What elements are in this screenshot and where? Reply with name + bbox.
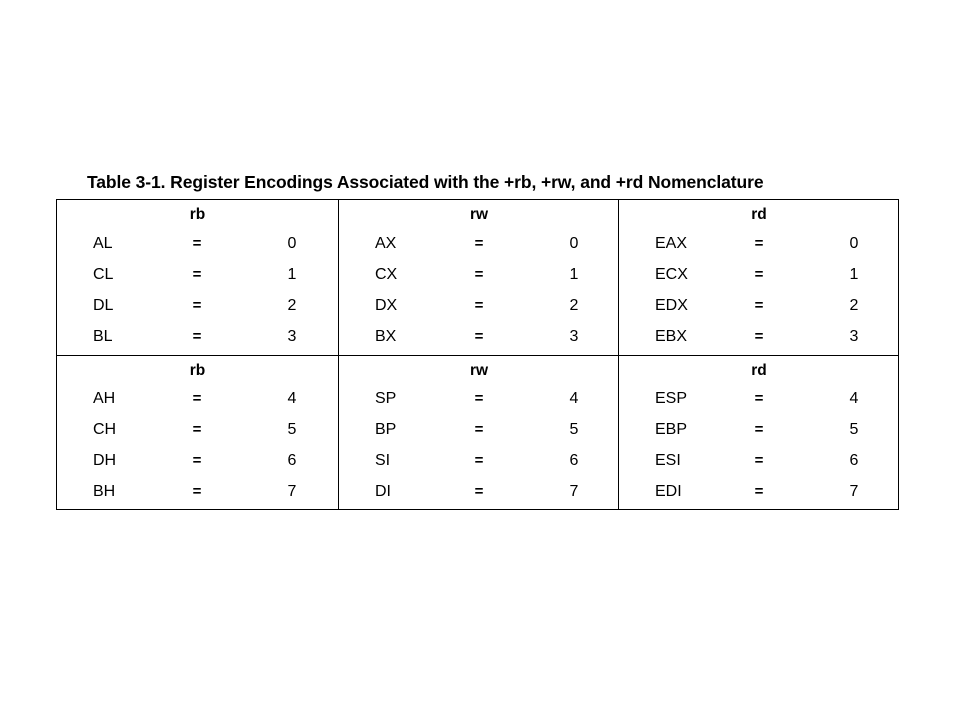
table-row: [339, 390, 619, 412]
register-name: CL: [93, 266, 114, 283]
equals-sign: =: [754, 235, 764, 252]
table-row: [57, 390, 338, 412]
register-name: ESI: [655, 452, 681, 469]
register-code: 1: [849, 266, 859, 283]
equals-sign: =: [192, 421, 202, 438]
block-rb-high: [57, 355, 338, 510]
equals-sign: =: [754, 452, 764, 469]
table-row: [57, 452, 338, 474]
equals-sign: =: [474, 390, 484, 407]
register-code: 0: [569, 235, 579, 252]
register-code: 1: [287, 266, 297, 283]
register-code: 0: [849, 235, 859, 252]
table-row: [57, 328, 338, 350]
register-name: DX: [375, 297, 398, 314]
table-row: [339, 328, 619, 350]
equals-sign: =: [754, 266, 764, 283]
table-row: [339, 266, 619, 288]
table-row: [619, 483, 899, 505]
equals-sign: =: [192, 452, 202, 469]
register-code: 2: [287, 297, 297, 314]
register-name: DH: [93, 452, 117, 469]
equals-sign: =: [474, 266, 484, 283]
block-header: rw: [469, 206, 489, 223]
table-row: [57, 266, 338, 288]
table-row: [619, 328, 899, 350]
register-code: 0: [287, 235, 297, 252]
register-name: EBX: [655, 328, 688, 345]
equals-sign: =: [474, 328, 484, 345]
register-code: 7: [287, 483, 297, 500]
table-row: [339, 421, 619, 443]
table-row: [619, 421, 899, 443]
block-rb-low: [57, 200, 338, 355]
register-name: SI: [375, 452, 391, 469]
table-row: [619, 452, 899, 474]
table-row: [619, 297, 899, 319]
register-name: EAX: [655, 235, 688, 252]
register-name: AH: [93, 390, 116, 407]
register-name: BL: [93, 328, 113, 345]
register-code: 4: [569, 390, 579, 407]
register-code: 7: [849, 483, 859, 500]
register-code: 7: [569, 483, 579, 500]
register-code: 4: [287, 390, 297, 407]
equals-sign: =: [192, 483, 202, 500]
table-row: [339, 452, 619, 474]
equals-sign: =: [474, 483, 484, 500]
register-name: EDX: [655, 297, 688, 314]
table-row: [619, 235, 899, 257]
table-row: [619, 390, 899, 412]
register-code: 2: [569, 297, 579, 314]
equals-sign: =: [474, 235, 484, 252]
register-code: 2: [849, 297, 859, 314]
register-name: AX: [375, 235, 397, 252]
block-rw-high: [338, 355, 619, 510]
register-name: AL: [93, 235, 113, 252]
block-header: rd: [751, 362, 767, 379]
table-row: [57, 483, 338, 505]
block-rw-low: [338, 200, 619, 355]
equals-sign: =: [754, 390, 764, 407]
register-name: DI: [375, 483, 391, 500]
block-header: rb: [189, 362, 206, 379]
register-code: 6: [287, 452, 297, 469]
register-code: 5: [849, 421, 859, 438]
table-row: [619, 266, 899, 288]
equals-sign: =: [474, 421, 484, 438]
block-header: rd: [751, 206, 767, 223]
block-rd-high: [618, 355, 899, 510]
equals-sign: =: [754, 328, 764, 345]
register-name: CH: [93, 421, 117, 438]
register-name: ESP: [655, 390, 688, 407]
block-header: rw: [469, 362, 489, 379]
table-row: [339, 483, 619, 505]
register-code: 1: [569, 266, 579, 283]
register-name: BX: [375, 328, 397, 345]
equals-sign: =: [754, 421, 764, 438]
register-code: 3: [287, 328, 297, 345]
table-row: [57, 235, 338, 257]
register-code: 5: [287, 421, 297, 438]
equals-sign: =: [192, 235, 202, 252]
register-name: ECX: [655, 266, 688, 283]
equals-sign: =: [754, 297, 764, 314]
register-name: SP: [375, 390, 397, 407]
register-encoding-table: [56, 199, 899, 510]
register-code: 6: [569, 452, 579, 469]
table-caption: Table 3-1. Register Encodings Associated with the +rb, +rw, and +rd Nomenclature: [87, 172, 764, 192]
register-code: 5: [569, 421, 579, 438]
table-row: [57, 297, 338, 319]
equals-sign: =: [192, 297, 202, 314]
equals-sign: =: [754, 483, 764, 500]
table-row: [339, 297, 619, 319]
register-name: DL: [93, 297, 114, 314]
register-name: EDI: [655, 483, 682, 500]
register-code: 6: [849, 452, 859, 469]
register-code: 3: [849, 328, 859, 345]
equals-sign: =: [192, 390, 202, 407]
table-row: [339, 235, 619, 257]
register-name: CX: [375, 266, 398, 283]
block-header: rb: [189, 206, 206, 223]
register-name: BH: [93, 483, 116, 500]
register-name: BP: [375, 421, 397, 438]
table-row: [57, 421, 338, 443]
register-name: EBP: [655, 421, 688, 438]
register-code: 4: [849, 390, 859, 407]
equals-sign: =: [474, 452, 484, 469]
equals-sign: =: [192, 328, 202, 345]
register-code: 3: [569, 328, 579, 345]
equals-sign: =: [474, 297, 484, 314]
equals-sign: =: [192, 266, 202, 283]
block-rd-low: [618, 200, 899, 355]
